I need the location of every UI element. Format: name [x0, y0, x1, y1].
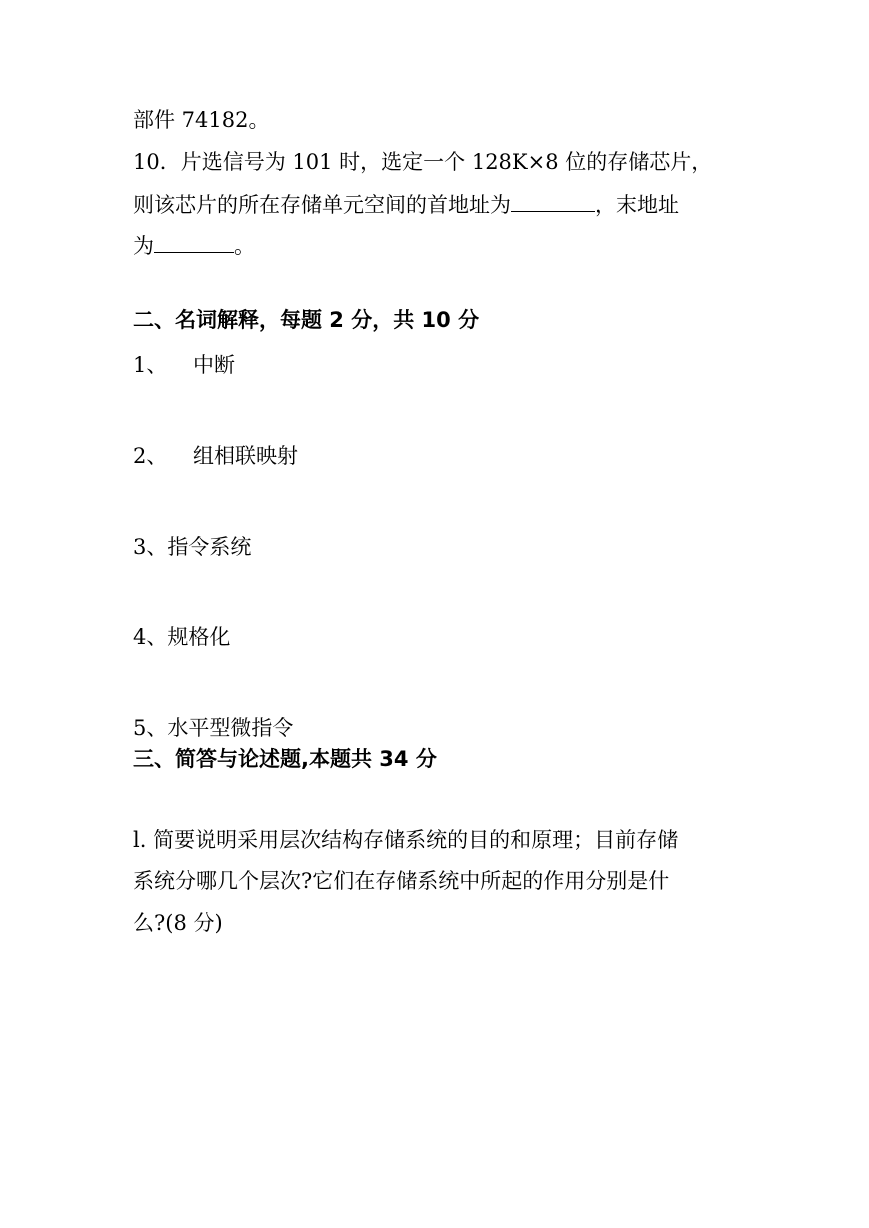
term-text: 组相联映射: [193, 444, 298, 468]
term-number: 4、: [133, 625, 168, 649]
q10-line1: 10．片选信号为 101 时，选定一个 128K×8 位的存储芯片，: [133, 150, 713, 174]
start-address-blank[interactable]: [511, 189, 595, 212]
term-number: 1、: [133, 353, 168, 377]
q10-line2: [133, 189, 679, 220]
s3-q1-line1: l. 简要说明采用层次结构存储系统的目的和原理；目前存储: [133, 828, 679, 852]
term-text: 规格化: [167, 625, 231, 649]
term-number: 2、: [133, 444, 168, 468]
s3-q1-line2: 系统分哪几个层次?它们在存储系统中所起的作用分别是什: [133, 869, 670, 893]
q10-line2-end: ，末地址: [595, 193, 679, 217]
end-address-blank[interactable]: [154, 230, 234, 253]
term-item: [133, 622, 230, 652]
term-number: 5、: [133, 716, 168, 740]
term-item: [133, 441, 298, 471]
s3-q1-line3: 么?(8 分): [133, 911, 223, 935]
term-item: [133, 350, 235, 380]
section3-heading: 三、简答与论述题,本题共 34 分: [133, 747, 437, 771]
q10-line3-end: 。: [234, 234, 255, 258]
q9-tail: 部件 74182。: [133, 108, 270, 132]
term-number: 3、: [133, 535, 168, 559]
section2-heading: 二、名词解释，每题 2 分，共 10 分: [133, 308, 480, 332]
q10-line3-start: 为: [133, 234, 154, 258]
term-text: 指令系统: [167, 535, 252, 559]
term-text: 中断: [193, 353, 235, 377]
q10-line2-start: 则该芯片的所在存储单元空间的首地址为: [133, 193, 511, 217]
term-text: 水平型微指令: [167, 716, 294, 740]
q10-line3: [133, 230, 255, 261]
term-item: [133, 713, 293, 743]
term-item: [133, 532, 251, 562]
